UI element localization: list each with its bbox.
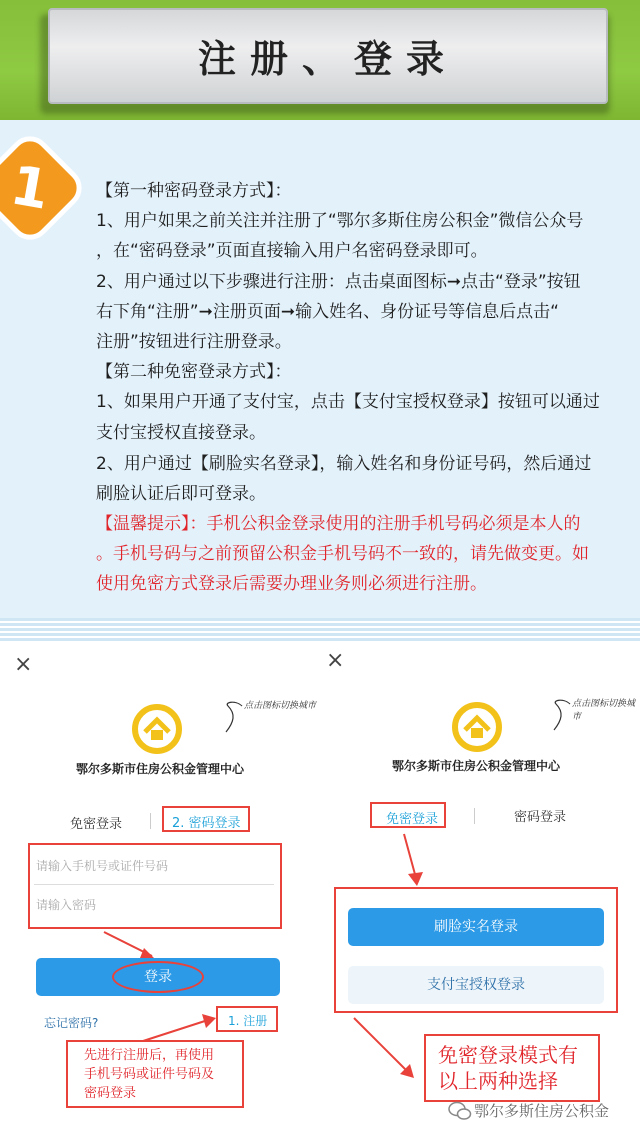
text-line: ，在“密码登录”页面直接输入用户名密码登录即可。: [96, 241, 488, 261]
close-icon[interactable]: ×: [326, 648, 345, 673]
text-line: 2、用户通过以下步骤进行注册：点击桌面图标➞点击“登录”按钮: [96, 272, 581, 292]
login-highlight-ellipse: [112, 961, 204, 993]
title-banner: [0, 0, 640, 120]
stripe-divider: [0, 618, 640, 642]
gjj-logo-icon[interactable]: [450, 700, 504, 754]
switch-city-hint: 点击图标切换城市: [572, 699, 636, 722]
register-link[interactable]: 1. 注册: [228, 1014, 268, 1028]
tip-line: 。手机号码与之前预留公积金手机号码不一致的，请先做变更。如: [96, 544, 589, 564]
tab-divider: [150, 813, 151, 829]
tab-nopassword-login[interactable]: 免密登录: [70, 817, 123, 832]
face-login-label: 刷脸实名登录: [434, 919, 518, 935]
forgot-password-link[interactable]: 忘记密码?: [44, 1016, 99, 1030]
text-line: 【第一种密码登录方式】：: [96, 181, 292, 201]
watermark-text: 鄂尔多斯住房公积金: [474, 1102, 610, 1120]
gjj-logo-icon[interactable]: [130, 702, 184, 756]
register-note: 先进行注册后，再使用 手机号码或证件号码及 密码登录: [84, 1048, 215, 1101]
phone-input[interactable]: 请输入手机号或证件号码: [36, 859, 169, 873]
text-line: 注册”按钮进行注册登录。: [96, 332, 292, 352]
field-divider: [34, 884, 274, 885]
switch-city-hint: 点击图标切换城市: [244, 701, 317, 711]
wechat-icon: [448, 1100, 472, 1122]
tab-divider: [474, 808, 475, 824]
login-button-label: 登录: [144, 969, 172, 985]
text-line: 右下角“注册”➞注册页面➞输入姓名、身份证号等信息后点击“: [96, 302, 559, 322]
tip-line: 使用免密方式登录后需要办理业务则必须进行注册。: [96, 574, 487, 594]
text-line: 1、如果用户开通了支付宝，点击【支付宝授权登录】按钮可以通过: [96, 392, 600, 412]
page-title: 注册、登录: [197, 36, 458, 81]
step-1-badge: [0, 128, 90, 248]
text-line: 支付宝授权直接登录。: [96, 423, 266, 443]
tab-password-login[interactable]: 密码登录: [514, 810, 567, 825]
register-note-box: [66, 1040, 244, 1108]
text-line: 【第二种免密登录方式】：: [96, 362, 292, 382]
nopassword-note: 免密登录模式有 以上两种选择: [438, 1043, 578, 1093]
tab-nopassword-login[interactable]: 免密登录: [386, 812, 439, 827]
org-name: 鄂尔多斯市住房公积金管理中心: [75, 762, 244, 776]
arrow-to-note: [350, 1014, 420, 1084]
login-form-box: [28, 843, 282, 929]
text-line: 2、用户通过【刷脸实名登录】，输入姓名和身份证号码，然后通过: [96, 454, 592, 474]
tip-label: 【温馨提示】：: [96, 514, 207, 534]
tab-password-login[interactable]: 2. 密码登录: [172, 816, 241, 831]
password-input[interactable]: 请输入密码: [36, 898, 97, 912]
org-name: 鄂尔多斯市住房公积金管理中心: [391, 759, 560, 773]
text-line: 1、用户如果之前关注并注册了“鄂尔多斯住房公积金”微信公众号: [96, 211, 584, 231]
text-line: 刷脸认证后即可登录。: [96, 484, 266, 504]
nopassword-note-box: [424, 1034, 600, 1102]
close-icon[interactable]: ×: [14, 652, 33, 677]
tab-nopassword-box[interactable]: [370, 802, 446, 828]
face-login-button[interactable]: [348, 908, 604, 946]
badge-number: 1: [6, 153, 55, 222]
alipay-login-button[interactable]: [348, 966, 604, 1004]
tab-password-login-box[interactable]: [162, 806, 250, 832]
register-box[interactable]: [216, 1006, 278, 1032]
alipay-login-label: 支付宝授权登录: [427, 977, 525, 993]
tip-line: [96, 509, 616, 540]
arrow-to-options: [398, 832, 428, 888]
tip-text: 手机公积金登录使用的注册手机号码必须是本人的: [206, 514, 581, 534]
